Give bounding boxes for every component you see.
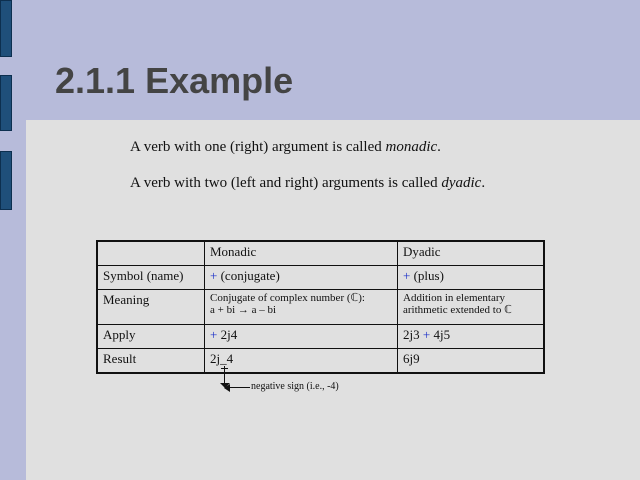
- plus-symbol: +: [422, 327, 431, 342]
- row-label: Symbol (name): [97, 266, 205, 290]
- slide-title: 2.1.1 Example: [55, 60, 294, 101]
- table-row: [97, 349, 544, 374]
- header-cell-monadic: Monadic: [205, 241, 398, 266]
- cell-monadic: [205, 290, 398, 325]
- plus-symbol: +: [210, 327, 218, 342]
- plus-symbol: +: [403, 268, 411, 283]
- table-row: [97, 325, 544, 349]
- side-tab-1: [0, 0, 12, 57]
- paragraph-text: A verb with one (right) argument is called: [130, 139, 386, 155]
- side-tab-2: [0, 75, 12, 131]
- cell-dyadic: [398, 290, 545, 325]
- side-tab-3: [0, 151, 12, 210]
- cell-line: a + bi → a – bi: [210, 304, 277, 316]
- term-monadic: monadic: [385, 139, 438, 155]
- left-band: [0, 0, 26, 480]
- cell-text: 4j5: [430, 327, 451, 342]
- cell-line: Addition in elementary: [403, 292, 506, 304]
- cell-text: (plus): [410, 268, 444, 283]
- table-row: [97, 266, 544, 290]
- annotation-note: negative sign (i.e., -4): [251, 381, 339, 392]
- cell-dyadic: [398, 325, 545, 349]
- cell-text: 2j4: [217, 327, 238, 342]
- row-label: Result: [97, 349, 205, 374]
- pointer-line-horizontal: [228, 387, 250, 388]
- header-cell-dyadic: Dyadic: [398, 241, 545, 266]
- cell-text: 2j3: [403, 327, 423, 342]
- cell-monadic: [205, 266, 398, 290]
- cell-dyadic: 6j9: [398, 349, 545, 374]
- term-dyadic: dyadic: [441, 175, 482, 191]
- paragraph-end: .: [437, 139, 441, 155]
- cell-line: arithmetic extended to ℂ: [403, 304, 512, 316]
- cell-line: Conjugate of complex number (ℂ):: [210, 292, 365, 304]
- table-row: [97, 290, 544, 325]
- header-cell-empty: [97, 241, 205, 266]
- cell-text: (conjugate): [217, 268, 280, 283]
- paragraph-end: .: [481, 175, 486, 191]
- arrow-left-icon: [224, 384, 230, 392]
- verb-table: [96, 240, 545, 374]
- plus-symbol: +: [210, 268, 218, 283]
- paragraph-monadic: [130, 139, 441, 156]
- row-label: Meaning: [97, 290, 205, 325]
- cell-monadic: [205, 325, 398, 349]
- table-header-row: [97, 241, 544, 266]
- cell-dyadic: [398, 266, 545, 290]
- paragraph-text: A verb with two (left and right) arguments is called: [130, 175, 442, 191]
- paragraph-dyadic: [130, 175, 485, 192]
- row-label: Apply: [97, 325, 205, 349]
- cell-monadic: 2j_4: [205, 349, 398, 374]
